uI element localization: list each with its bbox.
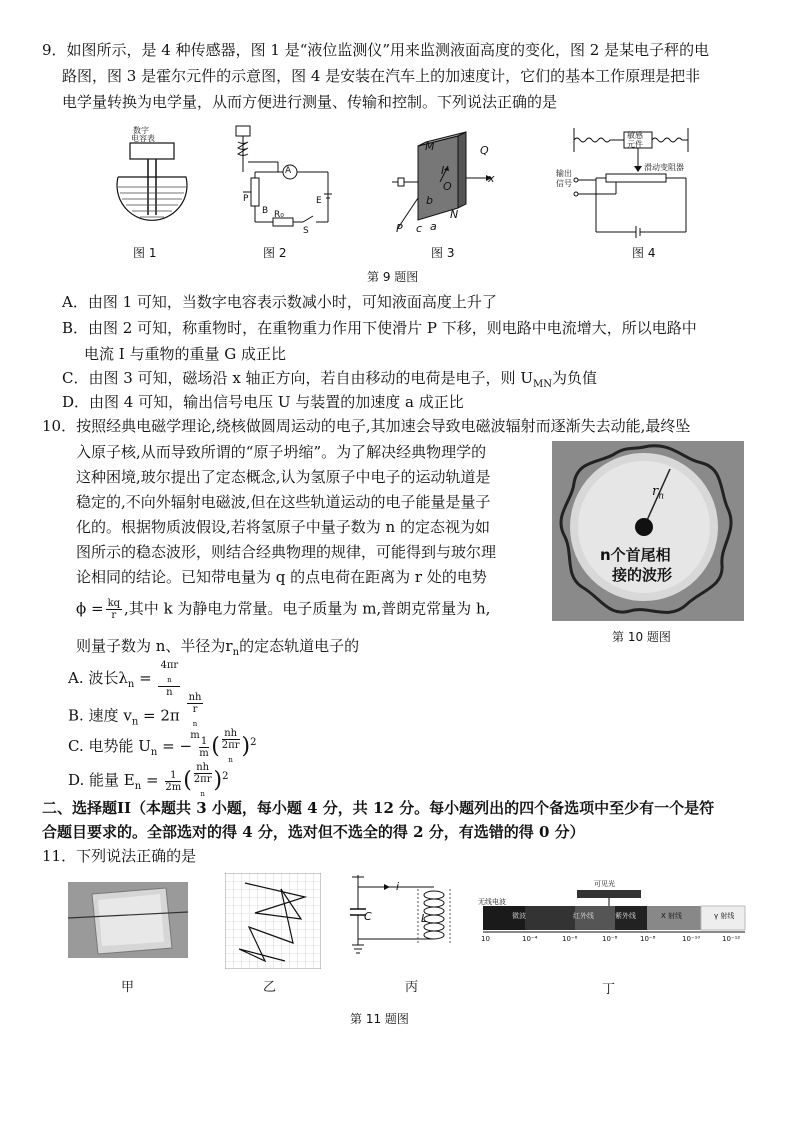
q10-stem-line-3: 这种困境,玻尔提出了定态概念,认为氢原子中电子的运动轨道是	[76, 468, 491, 486]
q10-stem-line-5: 化的。根据物质波假设,若将氢原子中量子数为 n 的定态视为如	[76, 518, 490, 536]
fig11-ding-tick-2: 10⁻⁴	[522, 935, 538, 943]
fig9-4-label-rheostat: 滑动变阻器	[644, 163, 684, 172]
fig11-ding-tick-1: 10	[481, 935, 490, 943]
q10-stem-line-9: 则量子数为 n、半径为$r_n$的定态轨道电子的	[76, 637, 360, 658]
fig9-3-label-q: Q	[480, 144, 489, 157]
fig9-3-label-x: x	[488, 172, 495, 185]
fig11-bing-label-c: C	[364, 910, 372, 923]
fig9-2-label-s: S	[303, 226, 309, 236]
fig11-ding-band-gamma: γ 射线	[714, 912, 735, 920]
q10-option-b: B. 速度 $v_n = 2\pi$ nh r $_n$ m	[68, 692, 202, 741]
q11-figure-caption: 第 11 题图	[350, 1012, 409, 1026]
fig11-yi-brownian-grid	[225, 873, 321, 969]
fig11-yi-caption: 乙	[263, 980, 277, 995]
fig10-standing-wave-photo	[552, 441, 744, 621]
q10-option-d: D. 能量 $E_n$ = $\frac{1}{2m}$ ( nh 2πr $_n$ )$^2$	[68, 762, 229, 798]
q10-stem-line-6: 图所示的稳态波形，则结合经典物理的规律，可能得到与玻尔理	[76, 543, 497, 561]
fig9-3-label-m: M	[425, 140, 435, 153]
fig11-ding-band-infrared: 红外线	[573, 912, 594, 920]
fig9-4-label-sensor-1: 敏感	[627, 131, 643, 140]
fig11-ding-tick-7: 10⁻¹²	[722, 935, 741, 943]
fig11-ding-band-radio: 无线电波	[478, 898, 506, 906]
q10-potential-formula: ϕ = $\frac{kq}{r}$ ,其中 k 为静电力常量。电子质量为 m,普朗克常量为 h,	[76, 598, 491, 621]
fig11-ding-band-microwave: 微波	[512, 912, 526, 920]
q9-stem-line-2: 路图，图 3 是霍尔元件的示意图，图 4 是安装在汽车上的加速度计，它们的基本工作原理是把非	[62, 67, 701, 85]
fig9-4-label-output-2: 信号	[556, 179, 572, 188]
fig11-jia-caption: 甲	[121, 980, 135, 995]
q9-option-b-line-2: 电流 I 与重物的重量 G 成正比	[84, 345, 286, 363]
q9-option-c: C．由图 3 可知，磁场沿 x 轴正方向，若自由移动的电荷是电子，则 $U_{MN}$为负值	[62, 369, 597, 390]
q10-figure-caption: 第 10 题图	[612, 630, 671, 644]
q9-stem-line-3: 电学量转换为电学量，从而方便进行测量、传输和控制。下列说法正确的是	[62, 93, 558, 111]
fig9-3-label-p: P	[396, 222, 403, 235]
fig10-wave-label-2: 接的波形	[612, 566, 673, 584]
fig9-3-label-a: a	[430, 220, 437, 233]
fig9-2-label-b: B	[262, 206, 269, 216]
fig9-2-label-ammeter: A	[285, 166, 292, 176]
q9-stem-line-1: 9．如图所示，是 4 种传感器，图 1 是“液位监测仪”用来监测液面高度的变化，图 2 是某电子秤的电	[42, 41, 710, 59]
q10-stem-line-1: 10．按照经典电磁学理论,绕核做圆周运动的电子,其加速会导致电磁波辐射而逐渐失去动能,最终坠	[42, 417, 691, 435]
q9-option-b-line-1: B．由图 2 可知，称重物时，在重物重力作用下使滑片 P 下移，则电路中电流增大，所以电路中	[62, 319, 697, 337]
fig9-4-label-output-1: 输出	[556, 169, 572, 178]
fig11-bing-caption: 丙	[405, 980, 419, 995]
fig9-3-caption: 图 3	[431, 246, 455, 260]
fig9-2-scale-circuit	[228, 122, 338, 240]
fig11-bing-label-i: i	[396, 880, 400, 893]
fig9-2-label-r0: R₀	[274, 210, 284, 220]
fig9-2-caption: 图 2	[263, 246, 287, 260]
fig11-ding-band-uv: 紫外线	[615, 912, 636, 920]
fig9-3-label-i: I	[441, 164, 445, 177]
q9-option-a: A．由图 1 可知，当数字电容表示数减小时，可知液面高度上升了	[62, 293, 497, 311]
fig9-3-label-n: N	[450, 208, 459, 221]
q11-stem: 11．下列说法正确的是	[42, 847, 197, 865]
fig9-4-label-sensor-2: 元件	[627, 140, 643, 149]
fig11-ding-tick-3: 10⁻⁶	[562, 935, 578, 943]
fig10-wave-label-1: n个首尾相	[600, 546, 671, 564]
fig9-3-label-c: c	[416, 222, 423, 235]
q10-stem-line-2: 入原子核,从而导致所谓的“原子坍缩”。为了解决经典物理学的	[76, 443, 487, 461]
fig10-radius-label: $r_n$	[652, 484, 665, 502]
section2-header-line-2: 合题目要求的。全部选对的得 4 分，选对但不选全的得 2 分，有选错的得 0 分）	[42, 823, 585, 841]
section2-header-line-1: 二、选择题II（本题共 3 小题，每小题 4 分，共 12 分。每小题列出的四个备选项中至少有一个是符	[42, 799, 715, 817]
fig9-1-caption: 图 1	[133, 246, 157, 260]
q10-option-c: C. 电势能 $U_n$ = − $\frac{1}{m}$ ( nh 2πr $_n$ )$^2$	[68, 728, 257, 764]
q9-option-d: D．由图 4 可知，输出信号电压 U 与装置的加速度 a 成正比	[62, 393, 464, 411]
fig9-3-label-b: b	[426, 194, 433, 207]
fig11-bing-label-l: L	[421, 912, 428, 925]
fig11-ding-tick-5: 10⁻⁸	[640, 935, 656, 943]
q10-stem-line-4: 稳定的,不向外辐射电磁波,但在这些轨道运动的电子能量是量子	[76, 493, 491, 511]
q10-stem-line-7: 论相同的结论。已知带电量为 q 的点电荷在距离为 r 处的电势	[76, 568, 487, 586]
fig9-1-label-digital: 数字	[133, 126, 149, 135]
q10-option-a: A. 波长$\lambda_n$ = 4πr $_n$ n	[68, 660, 179, 698]
fig9-2-label-e: E	[316, 196, 322, 206]
fig11-ding-caption: 丁	[602, 982, 616, 997]
fig9-2-label-slider: P	[243, 194, 249, 204]
fig9-3-label-o: O	[443, 180, 452, 193]
fig9-1-label-capmeter: 电容表	[131, 134, 155, 143]
fig9-4-caption: 图 4	[632, 246, 656, 260]
q9-figure-caption: 第 9 题图	[367, 270, 419, 284]
fig11-ding-tick-4: 10⁻⁸	[602, 935, 618, 943]
fig11-ding-band-xray: X 射线	[661, 912, 683, 920]
fig11-ding-visible-label: 可见光	[594, 880, 615, 888]
fig11-jia-glass-block-photo	[68, 882, 188, 958]
fig11-ding-tick-6: 10⁻¹⁰	[682, 935, 701, 943]
